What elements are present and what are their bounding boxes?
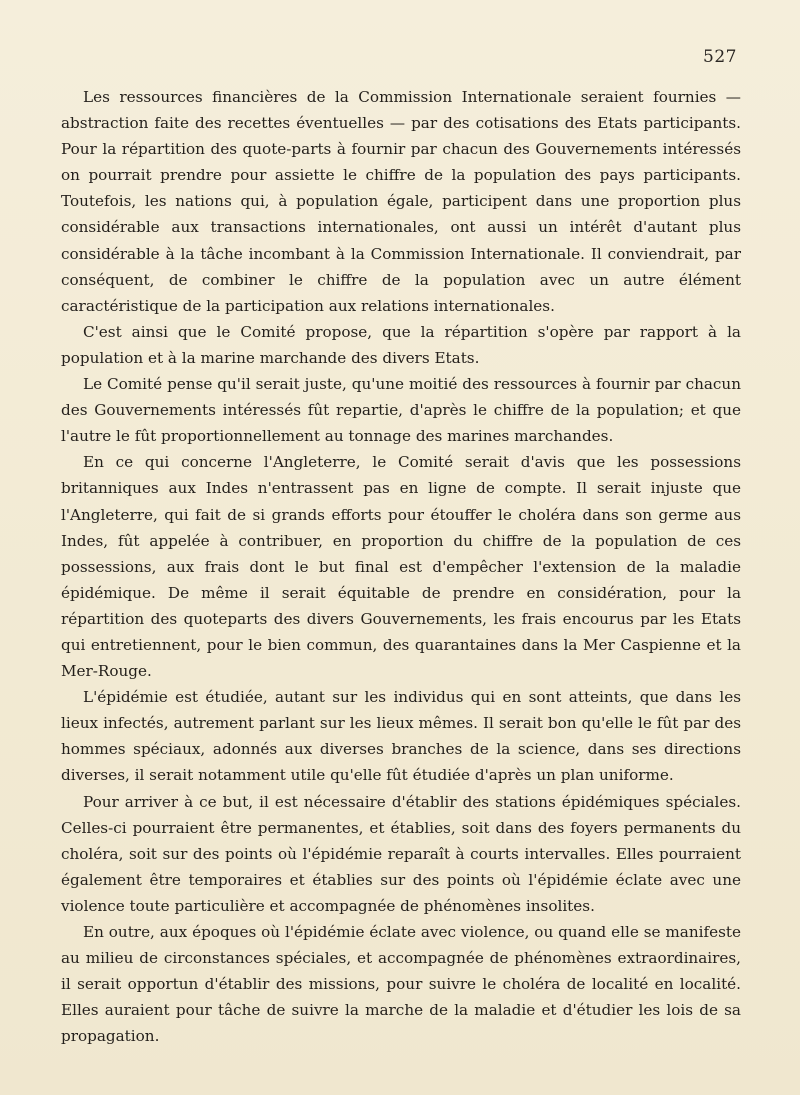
paragraph-financial-resources: Les ressources financières de la Commission Internationale seraient fournies — abstraction faite des recettes éventuelles — par des cotisations des Etats participants. Pour la répartition des quote-parts à fournir par chacun des Gouvernements intéressés on pourrait prendre pour assiette le chiffre de la population des pays participants. Toutefois, les nations qui, à population égale, participent dans une proportion plus considérable aux transactions internationales, ont aussi un intérêt d'autant plus considérable à la tâche incombant à la Commission Internationale. Il conviendrait, par conséquent, de combiner le chiffre de la population avec un autre élément caractéristique de la participation aux relations internationales. (61, 88, 741, 315)
page-number: 527 (703, 47, 737, 67)
paragraph-epidemic-study: L'épidémie est étudiée, autant sur les individus qui en sont atteints, que dans les lieux infectés, autrement parlant sur les lieux mêmes. Il serait bon qu'elle le fût par des hommes spéciaux, adonnés aux diverses branches de la science, dans ses directions diverses, il serait notamment utile qu'elle fût étudiée d'après un plan uniforme. (61, 688, 741, 785)
paragraph-missions: En outre, aux époques où l'épidémie éclate avec violence, ou quand elle se manifeste au milieu de circonstances spéciales, et accompagnée de phénomènes extraordinaires, il serait opportun d'établir des missions, pour suivre le choléra de localité en localité. Elles auraient pour tâche de suivre la marche de la maladie et d'étudier les lois de sa propagation. (61, 923, 741, 1046)
paragraph-half-resources: Le Comité pense qu'il serait juste, qu'une moitié des ressources à fournir par chacun des Gouvernements intéressés fût repartie, d'après le chiffre de la population; et que l'autre le fût proportionnellement au tonnage des marines marchandes. (61, 375, 741, 446)
paragraph-epidemic-stations: Pour arriver à ce but, il est nécessaire d'établir des stations épidémiques spéciales. Celles-ci pourraient être permanentes, et établies, soit dans des foyers permanents du choléra, soit sur des points où l'épidémie reparaît à courts intervalles. Elles pourraient également être temporaires et établies sur des points où l'épidémie éclate avec une violence toute particulière et accompagnée de phénomènes insolites. (61, 792, 741, 915)
paragraph-england-indies: En ce qui concerne l'Angleterre, le Comité serait d'avis que les possessions britanniques aux Indes n'entrassent pas en ligne de compte. Il serait injuste que l'Angleterre, qui fait de si grands efforts pour étouffer le choléra dans son germe aus Indes, fût appelée à contribuer, en proportion du chiffre de la population de ces possessions, aux frais dont le but final est d'empêcher l'extension de la maladie épidémique. De même il serait équitable de prendre en considération, pour la répartition des quoteparts des divers Gouvernements, les frais encourus par les Etats qui entretiennent, pour le bien commun, des quarantaines dans la Mer Caspienne et la Mer-Rouge. (61, 453, 741, 681)
paragraph-committee-proposal: C'est ainsi que le Comité propose, que la répartition s'opère par rapport à la population et à la marine marchande des divers Etats. (61, 322, 741, 367)
body-text (61, 84, 741, 1049)
